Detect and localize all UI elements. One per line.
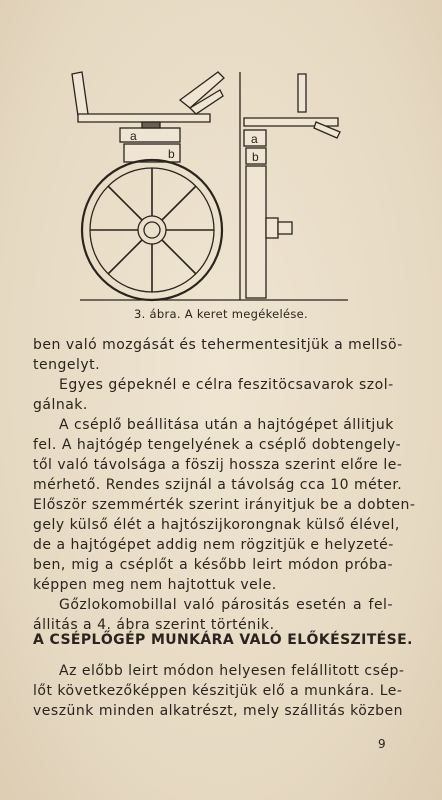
- figure-frame-wedging: [60, 62, 360, 312]
- text-line: től való távolsága a föszij hossza szerint előre le-: [33, 457, 403, 473]
- figure-label-b-right: b: [252, 150, 259, 164]
- text-line: gálnak.: [33, 397, 88, 413]
- body-text: [33, 335, 416, 635]
- page-number: 9: [378, 737, 386, 751]
- text-line: ben, mig a cséplőt a később leirt módon próba-: [33, 557, 393, 573]
- text-line: Először szemmérték szerint irányitjuk be a dobten-: [33, 497, 416, 513]
- text-line: lőt következőképpen készitjük elő a munkára. Le-: [33, 683, 403, 699]
- figure-caption: 3. ábra. A keret megékelése.: [134, 307, 308, 321]
- text-line: de a hajtógépet addig nem rögzitjük e helyzeté-: [33, 537, 394, 553]
- figure-label-a-right: a: [251, 132, 258, 146]
- text-line: veszünk minden alkatrészt, mely szállitás közben: [33, 703, 404, 719]
- text-line: Gőzlokomobillal való párositás esetén a fel-: [59, 597, 393, 613]
- text-line: Az előbb leirt módon helyesen felállitott csép-: [59, 663, 405, 679]
- text-line: mérhető. Rendes szijnál a távolság cca 10 méter.: [33, 477, 403, 493]
- section-heading: A CSÉPLŐGÉP MUNKÁRA VALÓ ELŐKÉSZITÉSE.: [33, 632, 413, 648]
- text-line: Egyes gépeknél e célra feszitöcsavarok szol-: [59, 377, 394, 393]
- figure-label-a: a: [130, 129, 137, 143]
- text-line: gely külső élét a hajtószijkorongnak külső élével,: [33, 517, 400, 533]
- text-line: tengelyt.: [33, 357, 101, 373]
- text-line: A cséplő beállitása után a hajtógépet állitjuk: [59, 417, 394, 433]
- text-line: ben való mozgását és tehermentesitjük a mellsö-: [33, 337, 403, 353]
- body-text-continued: [33, 661, 405, 721]
- text-line: fel. A hajtógép tengelyének a cséplő dobtengely-: [33, 437, 402, 453]
- figure-label-b: b: [168, 147, 175, 161]
- text-line: képpen meg nem hajtottuk vele.: [33, 577, 277, 593]
- text-line: állitás a 4. ábra szerint történik.: [33, 617, 275, 633]
